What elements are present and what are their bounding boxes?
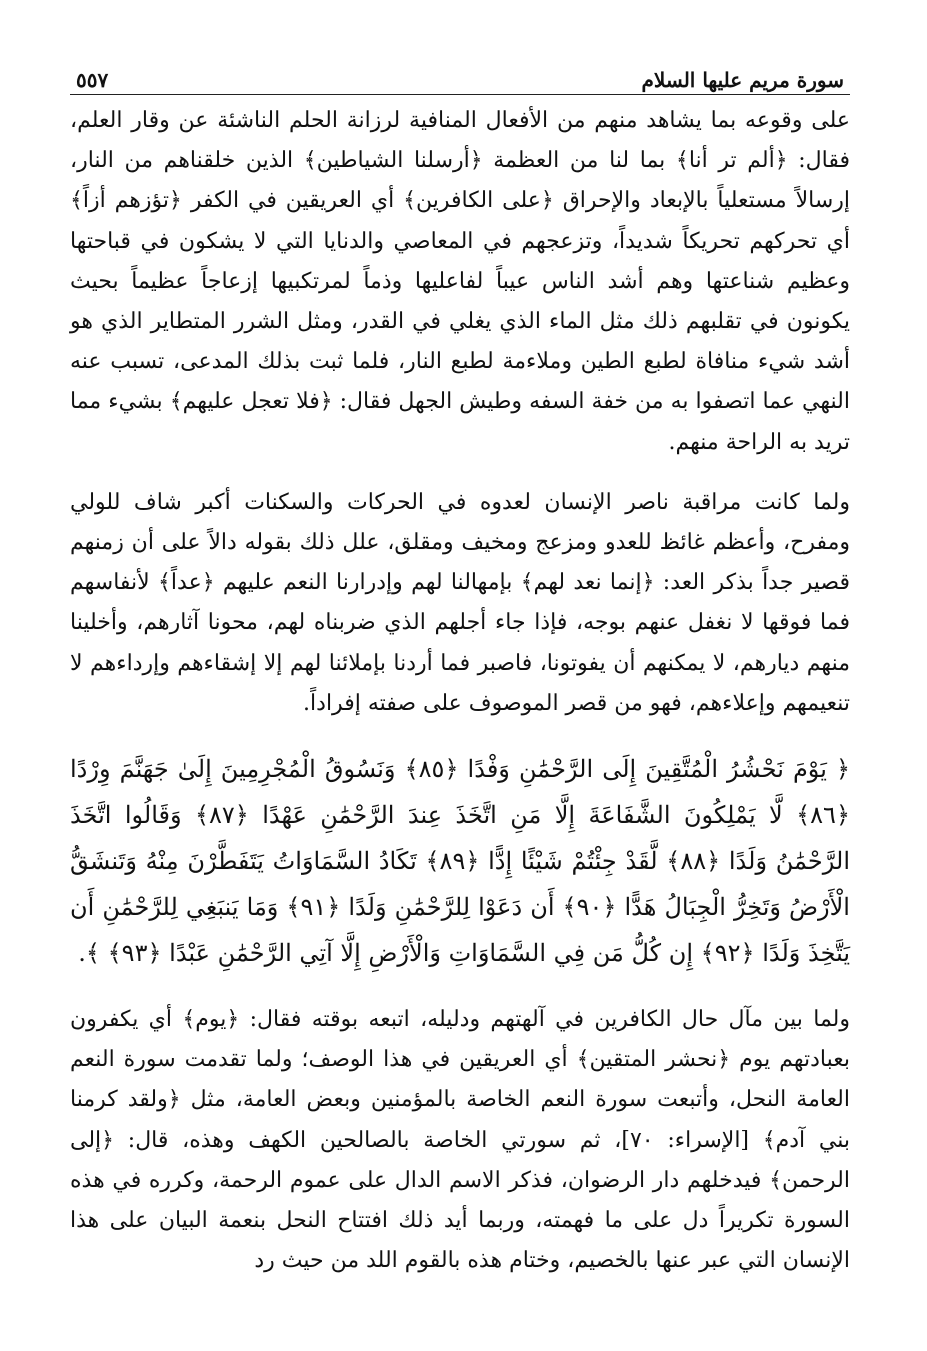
paragraph-3: ولما بين مآل حال الكافرين في آلهتهم ودليله، اتبعه بوقته فقال: ﴿يوم﴾ أي يكفرون بعبادتهم يوم ﴿نحشر المتقين﴾ أي العريقين في هذا الوصف؛ ولما تقدمت سورة النعم العامة النحل، وأتبعت سورة النعم الخاصة بالمؤمنين وبعض العامة، مثل ﴿ولقد كرمنا بني آدم﴾ [الإسراء: ٧٠]، ثم سورتي الخاصة بالصالحين الكهف وهذه، قال: ﴿إلى الرحمن﴾ فيدخلهم دار الرضوان، فذكر الاسم الدال على عموم الرحمة، وكرره في هذه السورة تكريراً دل على ما فهمته، وربما أيد ذلك افتتاح النحل بنعمة البيان على هذا الإنسان التي عبر عنها بالخصيم، وختام هذه بالقوم اللد من حيث رد: [70, 1007, 851, 1274]
page-header: [70, 58, 850, 95]
quran-verses-block: ﴿ يَوْمَ نَحْشُرُ الْمُتَّقِينَ إِلَى الرَّحْمَٰنِ وَفْدًا ﴿٨٥﴾ وَنَسُوقُ الْمُجْرِمِينَ إِلَىٰ جَهَنَّمَ وِرْدًا ﴿٨٦﴾ لَّا يَمْلِكُونَ الشَّفَاعَةَ إِلَّا مَنِ اتَّخَذَ عِندَ الرَّحْمَٰنِ عَهْدًا ﴿٨٧﴾ وَقَالُوا اتَّخَذَ الرَّحْمَٰنُ وَلَدًا ﴿٨٨﴾ لَّقَدْ جِئْتُمْ شَيْئًا إِدًّا ﴿٨٩﴾ تَكَادُ السَّمَاوَاتُ يَتَفَطَّرْنَ مِنْهُ وَتَنشَقُّ الْأَرْضُ وَتَخِرُّ الْجِبَالُ هَدًّا ﴿٩٠﴾ أَن دَعَوْا لِلرَّحْمَٰنِ وَلَدًا ﴿٩١﴾ وَمَا يَنبَغِي لِلرَّحْمَٰنِ أَن يَتَّخِذَ وَلَدًا ﴿٩٢﴾ إِن كُلُّ مَن فِي السَّمَاوَاتِ وَالْأَرْضِ إِلَّا آتِي الرَّحْمَٰنِ عَبْدًا ﴿٩٣﴾ ﴾.: [70, 755, 850, 968]
page-number: ٥٥٧: [76, 68, 109, 92]
paragraph-2: ولما كانت مراقبة ناصر الإنسان لعدوه في الحركات والسكنات أكبر شاف للولي ومفرح، وأعظم غائظ للعدو ومزعج ومخيف ومقلق، علل ذلك بقوله دالاً على أن زمنهم قصير جداً بذكر العد: ﴿إنما نعد لهم﴾ بإمهالنا لهم وإدرارنا النعم عليهم ﴿عداً﴾ لأنفاسهم فما فوقها لا نغفل عنهم بوجه، فإذا جاء أجلهم الذي ضربناه لهم، محونا آثارهم، وأخلينا منهم ديارهم، لا يمكنهم أن يفوتونا، فاصبر فما أردنا بإملائنا لهم إلا إشقاءهم وإرداءهم لا تنعيمهم وإعلاءهم، فهو من قصر الموصوف على صفته إفراداً.: [70, 489, 850, 716]
surah-title: سورة مريم عليها السلام: [641, 68, 844, 92]
paragraph-1: على وقوعه بما يشاهد منهم من الأفعال المنافية لرزانة الحلم الناشئة عن وقار العلم، فقال: ﴿ألم تر أنا﴾ بما لنا من العظمة ﴿أرسلنا الشياطين﴾ الذين خلقناهم من النار، إرسالاً مستعلياً بالإبعاد والإحراق ﴿على الكافرين﴾ أي العريقين في الكفر ﴿تؤزهم أزاً﴾ أي تحركهم تحريكاً شديداً، وتزعجهم في المعاصي والدنايا التي لا يشكون في قباحتها وعظيم شناعتها وهم أشد الناس عيباً لفاعليها وذماً لمرتكبيها إزعاجاً عظيماً بحيث يكونون في تقلبهم ذلك مثل الماء الذي يغلي في القدر، ومثل الشرر المتطاير الذي هو أشد شيء منافاة لطبع الطين وملاءمة لطبع النار، فلما ثبت بذلك المدعى، تسبب عنه النهي عما اتصفوا به من خفة السفه وطيش الجهل فقال: ﴿فلا تعجل عليهم﴾ بشيء مما تريد به الراحة منهم.: [70, 108, 851, 455]
document-page: [70, 58, 850, 1318]
